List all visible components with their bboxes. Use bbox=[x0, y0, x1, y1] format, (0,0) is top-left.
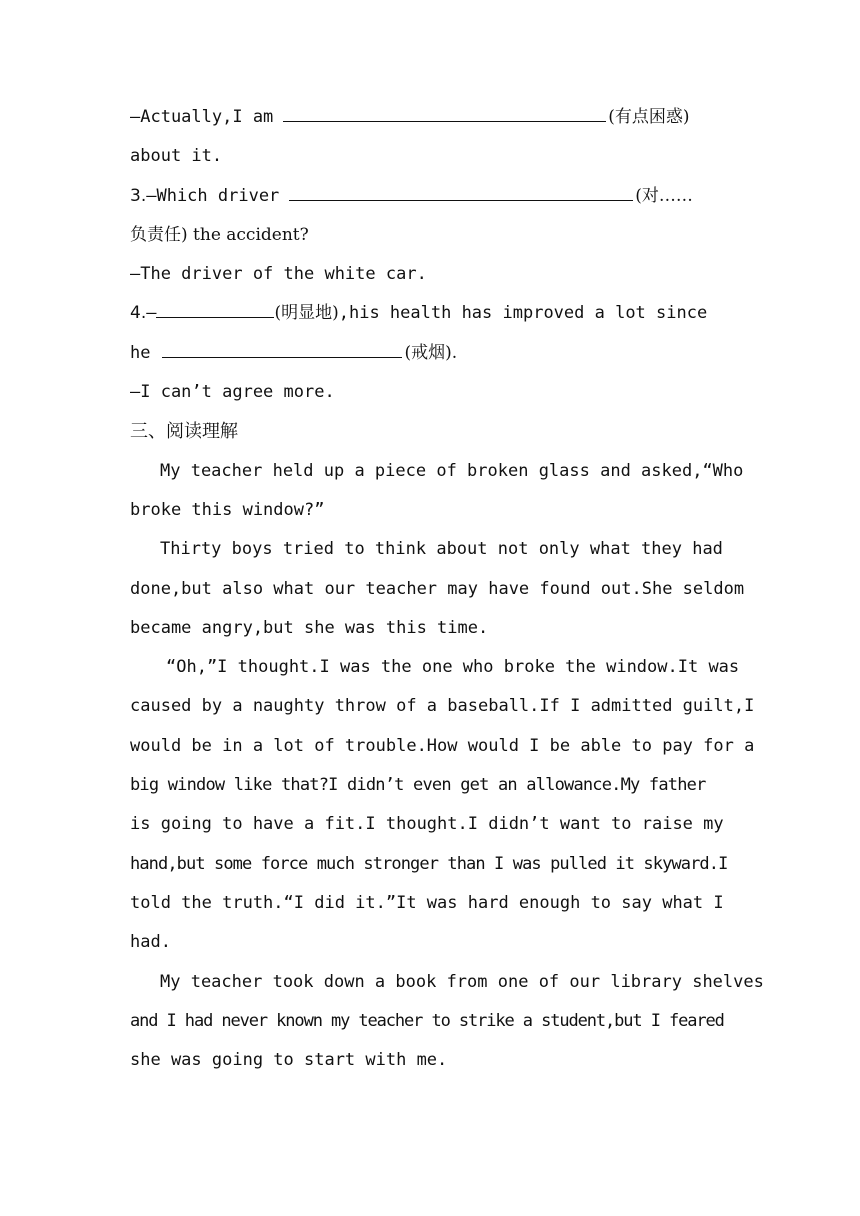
passage-line bbox=[130, 766, 732, 805]
passage-line bbox=[130, 609, 732, 648]
passage-line bbox=[130, 727, 755, 766]
q4-answer-blank-2[interactable] bbox=[162, 356, 402, 358]
passage-text: had. bbox=[130, 932, 171, 953]
q4-hint-2: (戒烟). bbox=[404, 342, 458, 363]
q4-dash: — bbox=[146, 303, 157, 324]
q4-reply: —I can’t agree more. bbox=[130, 382, 335, 403]
q3-reply: —The driver of the white car. bbox=[130, 264, 427, 285]
section-title bbox=[130, 412, 732, 451]
passage-line bbox=[130, 452, 744, 491]
q4-line-1 bbox=[130, 294, 732, 333]
q3-answer-blank[interactable] bbox=[289, 199, 633, 201]
q2-line-1 bbox=[130, 98, 732, 137]
q4-answer-blank-1[interactable] bbox=[156, 316, 274, 318]
passage-text: My teacher took down a book from one of our library shelves bbox=[160, 971, 764, 992]
passage-text: became angry,but she was this time. bbox=[130, 617, 489, 638]
passage-text: is going to have a fit.I thought.I didn’t want to raise my bbox=[130, 814, 724, 835]
passage-text: big window like that?I didn’t even get an allowance.My father bbox=[130, 775, 706, 796]
passage-line bbox=[130, 1002, 732, 1041]
passage-line bbox=[130, 923, 732, 962]
q4-text-cont: he bbox=[130, 342, 151, 363]
passage-text: “Oh,”I thought.I was the one who broke the window.It was bbox=[166, 657, 740, 678]
passage-line bbox=[130, 1041, 732, 1080]
passage-text: told the truth.“I did it.”It was hard enough to say what I bbox=[130, 892, 724, 913]
q2-text-cont: about it. bbox=[130, 146, 223, 167]
passage-line bbox=[130, 648, 740, 687]
q2-line-2 bbox=[130, 137, 732, 176]
passage-line bbox=[130, 570, 745, 609]
passage-text: broke this window?” bbox=[130, 499, 325, 520]
passage-line bbox=[130, 530, 732, 569]
passage-text: My teacher held up a piece of broken glass and asked,“Who bbox=[160, 460, 744, 481]
passage-line bbox=[130, 845, 732, 884]
q3-line-2 bbox=[130, 216, 732, 255]
q3-hint: (对…… bbox=[635, 185, 693, 206]
worksheet-page bbox=[130, 98, 764, 1080]
q4-line-2 bbox=[130, 334, 732, 373]
passage-line bbox=[130, 805, 732, 844]
q3-line-3 bbox=[130, 255, 732, 294]
q2-answer-blank[interactable] bbox=[283, 120, 606, 122]
passage-text: done,but also what our teacher may have found out.She seldom bbox=[130, 578, 745, 599]
q2-text: —Actually,I am bbox=[130, 107, 274, 127]
q4-text: ,his health has improved a lot since bbox=[338, 303, 708, 324]
passage-text: and I had never known my teacher to strike a student,but I feared bbox=[130, 1010, 724, 1031]
q4-hint-1: (明显地) bbox=[274, 303, 339, 324]
q3-number: 3. bbox=[130, 185, 147, 206]
passage-text: hand,but some force much stronger than I was pulled it skyward.I bbox=[130, 853, 728, 874]
passage-text: she was going to start with me. bbox=[130, 1050, 448, 1071]
q4-number: 4. bbox=[130, 303, 147, 324]
q3-line-1 bbox=[130, 177, 732, 216]
passage-text: caused by a naughty throw of a baseball.If I admitted guilt,I bbox=[130, 696, 755, 717]
passage-text: Thirty boys tried to think about not only what they had bbox=[160, 539, 723, 560]
passage-line bbox=[130, 687, 755, 726]
passage-line bbox=[130, 884, 732, 923]
q3-text-cont: 负责任) the accident? bbox=[130, 224, 309, 245]
q3-text: —Which driver bbox=[146, 185, 280, 206]
section-title-text: 三、阅读理解 bbox=[130, 421, 238, 443]
passage-line bbox=[130, 491, 732, 530]
q2-hint: (有点困惑) bbox=[608, 107, 690, 127]
passage-text: would be in a lot of trouble.How would I be able to pay for a bbox=[130, 735, 755, 756]
q4-line-3 bbox=[130, 373, 732, 412]
passage-line bbox=[130, 963, 764, 1002]
